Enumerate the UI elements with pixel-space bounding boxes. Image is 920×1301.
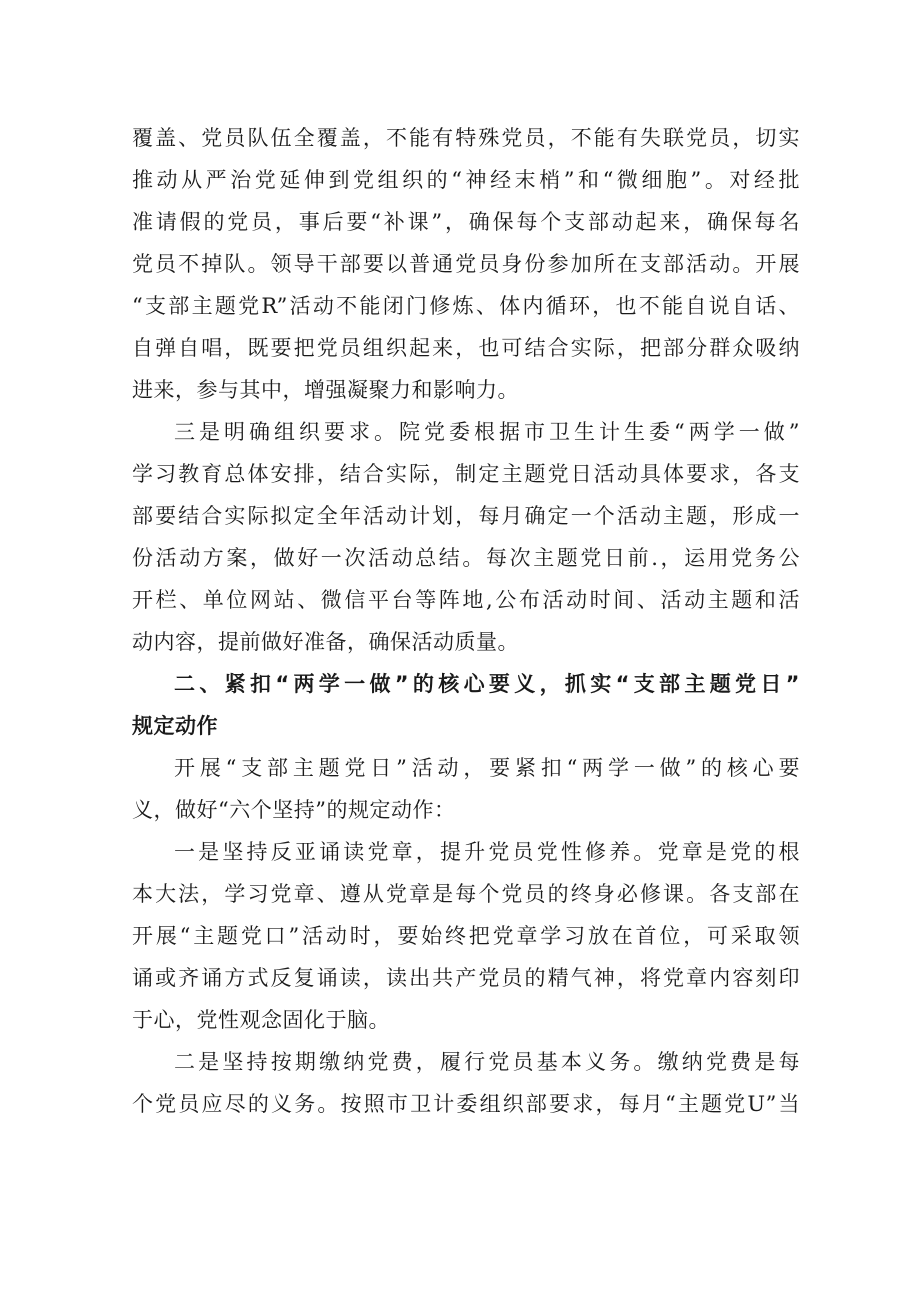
text-line: 个党员应尽的义务。按照市卫计委组织部要求，每月“主题党U”当	[132, 1092, 800, 1116]
text-line: 进来，参与其中，增强凝聚力和影响力。	[132, 378, 519, 402]
text-line: 于心，党性观念固化于脑。	[132, 1008, 390, 1032]
paragraph	[132, 117, 800, 411]
text-line: 学习教育总体安排，结合实际，制定主题党日活动具体要求，各支	[132, 462, 800, 486]
document-body	[132, 117, 800, 1125]
paragraph	[132, 747, 800, 831]
text-line: 二是坚持按期缴纳党费，履行党员基本义务。缴纳党费是每	[174, 1050, 800, 1074]
text-line: 覆盖、党员队伍全覆盖，不能有特殊党员，不能有失联党员，切实	[132, 126, 800, 150]
text-line: 部要结合实际拟定全年活动计划，每月确定一个活动主题，形成一	[132, 504, 800, 528]
text-line: 党员不掉队。领导干部要以普通党员身份参加所在支部活动。开展	[132, 252, 800, 276]
text-line: 开展“主题党口”活动时，要始终把党章学习放在首位，可采取领	[132, 924, 800, 948]
text-line: 准请假的党员，事后要“补课”，确保每个支部动起来，确保每名	[132, 210, 800, 234]
text-line: “支部主题党R”活动不能闭门修炼、体内循环，也不能自说自话、	[132, 294, 800, 318]
heading-line: 规定动作	[132, 714, 218, 738]
text-line: 份活动方案，做好一次活动总结。每次主题党日前.，运用党务公	[132, 546, 800, 570]
text-line: 一是坚持反亚诵读党章，提升党员党性修养。党章是党的根	[174, 840, 800, 864]
text-line: 三是明确组织要求。院党委根据市卫生计生委“两学一做”	[174, 420, 800, 444]
text-line: 动内容，提前做好准备，确保活动质量。	[132, 630, 519, 654]
paragraph	[132, 411, 800, 663]
text-line: 义，做好“六个坚持”的规定动作：	[132, 798, 456, 822]
paragraph	[132, 1041, 800, 1125]
heading-line: 二、紧扣“两学一做”的核心要义，抓实“支部主题党日”	[174, 672, 800, 696]
section-heading	[132, 663, 800, 747]
text-line: 开栏、单位网站、微信平台等阵地,公布活动时间、活动主题和活	[132, 588, 800, 612]
text-line: 诵或齐诵方式反复诵读，读出共产党员的精气神，将党章内容刻印	[132, 966, 800, 990]
text-line: 本大法，学习党章、遵从党章是每个党员的终身必修课。各支部在	[132, 882, 800, 906]
text-line: 推动从严治党延伸到党组织的“神经末梢”和“微细胞”。对经批	[132, 168, 800, 192]
text-line: 开展“支部主题党日”活动，要紧扣“两学一做”的核心要	[174, 756, 800, 780]
paragraph	[132, 831, 800, 1041]
text-line: 自弹自唱，既要把党员组织起来，也可结合实际，把部分群众吸纳	[132, 336, 800, 360]
